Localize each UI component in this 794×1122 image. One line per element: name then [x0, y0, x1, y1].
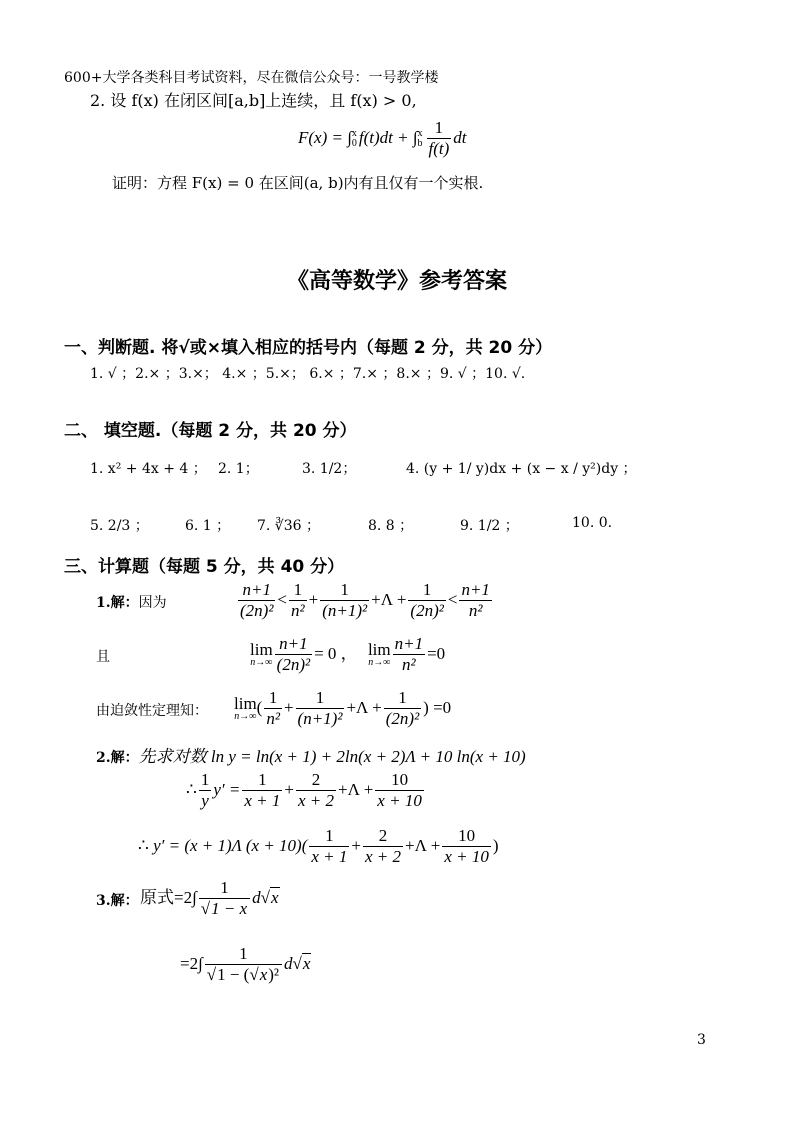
ellipsis-lambda: +Λ + [346, 697, 382, 717]
section3-heading: 三、计算题（每题 5 分，共 40 分） [64, 557, 345, 577]
close-paren: ) [492, 835, 499, 855]
frac-den: n² [402, 655, 416, 675]
solution-3-line2: =2∫ $\frac{1}{\text{√1 − (√x)²}}$ d√x [180, 944, 311, 985]
equals-integral: =2∫ [180, 953, 203, 973]
frac-num: 1 [264, 688, 282, 709]
lim-word: lim [367, 640, 391, 660]
log-derivative-line: 先求对数 ln y = ln(x + 1) + 2ln(x + 2)Λ + 10 ln(x + 10) [138, 747, 526, 766]
plus: + [308, 589, 319, 609]
original-expression: 原式=2∫ [140, 887, 197, 907]
lim-sub: n→∞ [250, 657, 273, 669]
lim-sub: n→∞ [368, 657, 391, 669]
frac-den: n² [266, 709, 280, 729]
plus: + [283, 697, 294, 717]
frac-den: (2n)² [276, 655, 311, 675]
solution-label: 2.解： [96, 750, 139, 766]
frac-den: y [201, 791, 209, 811]
frac-num: 1 [296, 688, 345, 709]
frac-num: 1 [199, 878, 250, 899]
lower-limit: 0 [351, 137, 357, 149]
problem2-prove: 证明：方程 F(x) = 0 在区间(a, b)内有且仅有一个实根. [112, 174, 484, 192]
problem2-statement: 2. 设 f(x) 在闭区间[a,b]上连续，且 f(x) > 0, [90, 91, 417, 110]
frac-den: x + 10 [444, 847, 489, 867]
frac-den: (2n)² [240, 601, 274, 621]
ellipsis-lambda: +Λ + [405, 835, 441, 855]
upper-limit: x [351, 127, 357, 139]
fill-answer-2: 2. 1； [218, 461, 259, 477]
frac-num: 2 [296, 770, 336, 791]
solution-1-inequality [236, 580, 494, 622]
solution-label: 1.解： [96, 595, 139, 611]
yprime: y′ = [213, 779, 241, 799]
therefore-symbol: ∴ [138, 835, 149, 855]
fill-answer-8: 8. 8 ； [368, 518, 414, 534]
plus: + [284, 779, 294, 799]
frac-num: 1 [320, 580, 369, 601]
squeeze-text: 由迫敛性定理知： [96, 703, 208, 719]
frac-num: 10 [375, 770, 424, 791]
equals-zero: =0 [427, 643, 446, 663]
frac-den: (2n)² [385, 709, 420, 729]
frac-den: x + 10 [377, 791, 422, 811]
fill-answer-6: 6. 1 ； [185, 518, 231, 534]
frac-den: (2n)² [410, 601, 444, 621]
solution-1-label [96, 592, 167, 612]
lim-word: lim [234, 694, 257, 714]
differential: d [252, 887, 261, 907]
page-title: 《高等数学》参考答案 [286, 269, 507, 294]
frac-den-part: )² [268, 965, 279, 985]
frac-num: 1 [384, 688, 421, 709]
less-than: < [447, 589, 458, 609]
open-paren: ( [256, 697, 263, 717]
frac-den: (n+1)² [322, 601, 368, 621]
lower-limit: b [417, 137, 423, 149]
fill-answer-5: 5. 2/3 ； [90, 518, 149, 534]
upper-limit: x [417, 127, 423, 139]
fill-answer-7: 7. ∛36 ； [257, 518, 320, 534]
differential: d [284, 953, 293, 973]
frac-num: 1 [427, 118, 452, 139]
frac-den: f(t) [428, 139, 450, 159]
lim-sub: n→∞ [234, 711, 257, 723]
solution-label: 3.解： [96, 893, 139, 909]
frac-num: n+1 [459, 580, 491, 601]
less-than: < [277, 589, 288, 609]
formula-lhs: F(x) = ∫ [298, 127, 352, 147]
frac-den: x + 2 [297, 791, 334, 811]
fill-answer-9: 9. 1/2 ； [460, 518, 519, 534]
solution-1-result [234, 688, 451, 730]
solution-2-line1 [96, 742, 526, 767]
plus: + [351, 835, 361, 855]
frac-den: x + 1 [244, 791, 281, 811]
page-number: 3 [697, 1032, 706, 1048]
frac-num: n+1 [393, 634, 425, 655]
frac-num: 1 [205, 944, 282, 965]
frac-num: 1 [199, 770, 212, 791]
ellipsis-lambda: +Λ + [337, 779, 374, 799]
frac-num: 1 [242, 770, 282, 791]
frac-den: x + 1 [311, 847, 348, 867]
solution-3-label [96, 890, 139, 910]
header-note: 600+大学各类科目考试资料，尽在微信公众号：一号教学楼 [64, 70, 439, 86]
frac-den-part: 1 − ( [217, 965, 250, 985]
lim-word: lim [250, 640, 273, 660]
solution-2-line3 [138, 826, 499, 868]
equals-zero: = 0 ， [314, 643, 358, 663]
frac-num: 2 [363, 826, 403, 847]
solution-1-limits [250, 634, 445, 676]
yprime-product: y′ = (x + 1)Λ (x + 10)( [153, 835, 308, 855]
frac-den: 1 − x [211, 899, 248, 919]
fill-answer-4: 4. (y + 1/ y)dx + (x − x / y²)dy ； [406, 461, 637, 477]
therefore-symbol: ∴ [186, 779, 197, 799]
section1-heading: 一、判断题. 将√或×填入相应的括号内（每题 2 分，共 20 分） [64, 338, 553, 358]
frac-num: n+1 [238, 580, 275, 601]
sqrt-x: x [302, 953, 311, 973]
because-text: 因为 [138, 595, 167, 611]
frac-num: 1 [289, 580, 307, 601]
section2-heading: 二、 填空题.（每题 2 分，共 20 分） [64, 421, 357, 441]
frac-num: 1 [309, 826, 349, 847]
frac-den: (n+1)² [297, 709, 343, 729]
section1-answers: 1. √ ；2.× ；3.×； 4.× ；5.×； 6.× ；7.× ；8.× ；9. √ ；10. √. [90, 366, 526, 382]
frac-num: n+1 [275, 634, 312, 655]
formula-tail: dt [453, 127, 467, 147]
fill-answer-1: 1. x² + 4x + 4 ； [90, 461, 207, 477]
frac-den: n² [468, 601, 483, 621]
frac-num: 10 [442, 826, 491, 847]
solution-3-line1: 原式=2∫ $\frac{1}{√1 - x}$ d√x [140, 878, 279, 919]
sqrt-x: x [259, 965, 268, 985]
fill-answer-10: 10. 0. [572, 515, 613, 531]
sqrt-x: x [270, 887, 279, 907]
frac-den: n² [291, 601, 305, 621]
and-text: 且 [96, 649, 110, 665]
frac-den: x + 2 [365, 847, 402, 867]
ellipsis-lambda: +Λ + [371, 589, 407, 609]
fill-answer-3: 3. 1/2； [302, 461, 357, 477]
close-paren: ) =0 [423, 697, 452, 717]
solution-2-line2 [186, 770, 426, 812]
formula-mid: f(t)dt + ∫ [358, 127, 418, 147]
problem2-formula [298, 118, 467, 160]
frac-num: 1 [408, 580, 445, 601]
